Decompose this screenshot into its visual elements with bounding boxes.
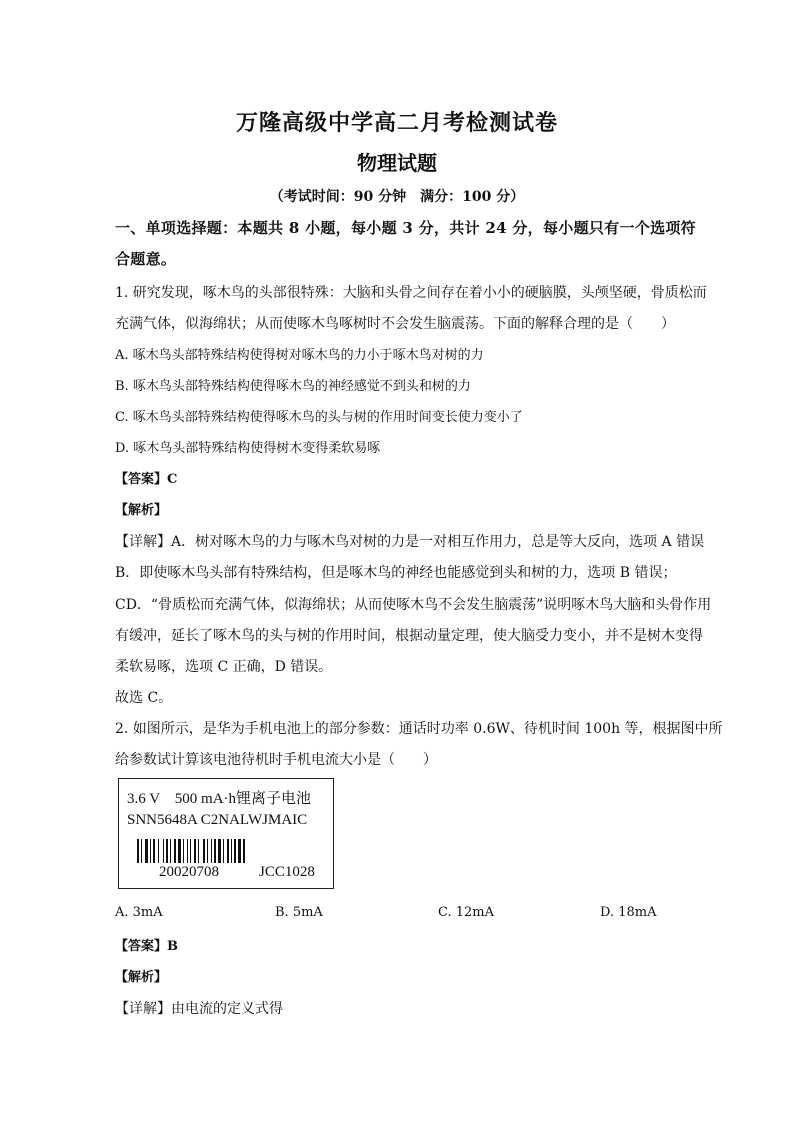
exam-title: 万隆高级中学高二月考检测试卷 bbox=[235, 110, 558, 136]
q2-analysis-label: 【解析】 bbox=[115, 970, 168, 985]
q1-stem-line-2: 充满气体，似海绵状；从而使啄木鸟啄树时不会发生脑震荡。下面的解释合理的是（ ） bbox=[115, 316, 675, 332]
q2-stem-line-2: 给参数试计算该电池待机时手机电流大小是（ ） bbox=[115, 752, 437, 768]
q1-option-b: B. 啄木鸟头部特殊结构使得啄木鸟的神经感觉不到头和树的力 bbox=[115, 379, 471, 394]
q1-detail-line-2: B．即使啄木鸟头部有特殊结构，但是啄木鸟的神经也能感觉到头和树的力，选项 B 错误； bbox=[115, 565, 677, 581]
q1-option-c: C. 啄木鸟头部特殊结构使得啄木鸟的头与树的作用时间变长使力变小了 bbox=[115, 410, 523, 425]
q2-detail: 【详解】由电流的定义式得 bbox=[115, 1001, 283, 1017]
section-heading-line-2: 合题意。 bbox=[115, 250, 177, 268]
subject-title: 物理试题 bbox=[357, 151, 437, 175]
q2-option-a: A. 3mA bbox=[115, 905, 163, 920]
q1-answer: 【答案】C bbox=[115, 472, 178, 487]
q1-detail-line-1: 【详解】A．树对啄木鸟的力与啄木鸟对树的力是一对相互作用力，总是等大反向，选项 A 错误 bbox=[115, 534, 705, 550]
battery-label-figure bbox=[118, 778, 334, 889]
q1-detail-line-5: 柔软易啄，选项 C 正确，D 错误。 bbox=[115, 659, 333, 675]
q1-analysis-label: 【解析】 bbox=[115, 503, 168, 518]
exam-info: （考试时间：90 分钟 满分：100 分） bbox=[269, 189, 525, 205]
battery-code: JCC1028 bbox=[259, 864, 315, 880]
q1-stem-line-1: 1. 研究发现，啄木鸟的头部很特殊：大脑和头骨之间存在着小小的硬脑膜，头颅坚硬，骨质松而 bbox=[115, 285, 707, 301]
q1-option-a: A. 啄木鸟头部特殊结构使得树对啄木鸟的力小于啄木鸟对树的力 bbox=[115, 348, 484, 363]
q2-option-d: D. 18mA bbox=[600, 905, 657, 920]
battery-spec: 3.6 V 500 mA·h锂离子电池 bbox=[127, 791, 312, 807]
q2-option-c: C. 12mA bbox=[438, 905, 495, 920]
q2-answer: 【答案】B bbox=[115, 939, 178, 954]
q2-stem-line-1: 2. 如图所示，是华为手机电池上的部分参数：通话时功率 0.6W、待机时间 100h 等，根据图中所 bbox=[115, 721, 723, 737]
q1-detail-line-4: 有缓冲，延长了啄木鸟的头与树的作用时间，根据动量定理，使大脑受力变小，并不是树木变得 bbox=[115, 628, 703, 644]
section-heading-line-1: 一、单项选择题：本题共 8 小题，每小题 3 分，共计 24 分，每小题只有一个选项符 bbox=[115, 219, 696, 237]
barcode-image bbox=[137, 839, 287, 863]
q1-detail-line-6: 故选 C。 bbox=[115, 690, 173, 706]
q2-option-b: B. 5mA bbox=[275, 905, 323, 920]
battery-date: 20020708 bbox=[159, 864, 219, 880]
q1-option-d: D. 啄木鸟头部特殊结构使得树木变得柔软易啄 bbox=[115, 441, 381, 456]
battery-serial: SNN5648A C2NALWJMAIC bbox=[127, 812, 308, 828]
q1-detail-line-3: CD．“骨质松而充满气体，似海绵状；从而使啄木鸟不会发生脑震荡”说明啄木鸟大脑和头骨作用 bbox=[115, 597, 712, 613]
